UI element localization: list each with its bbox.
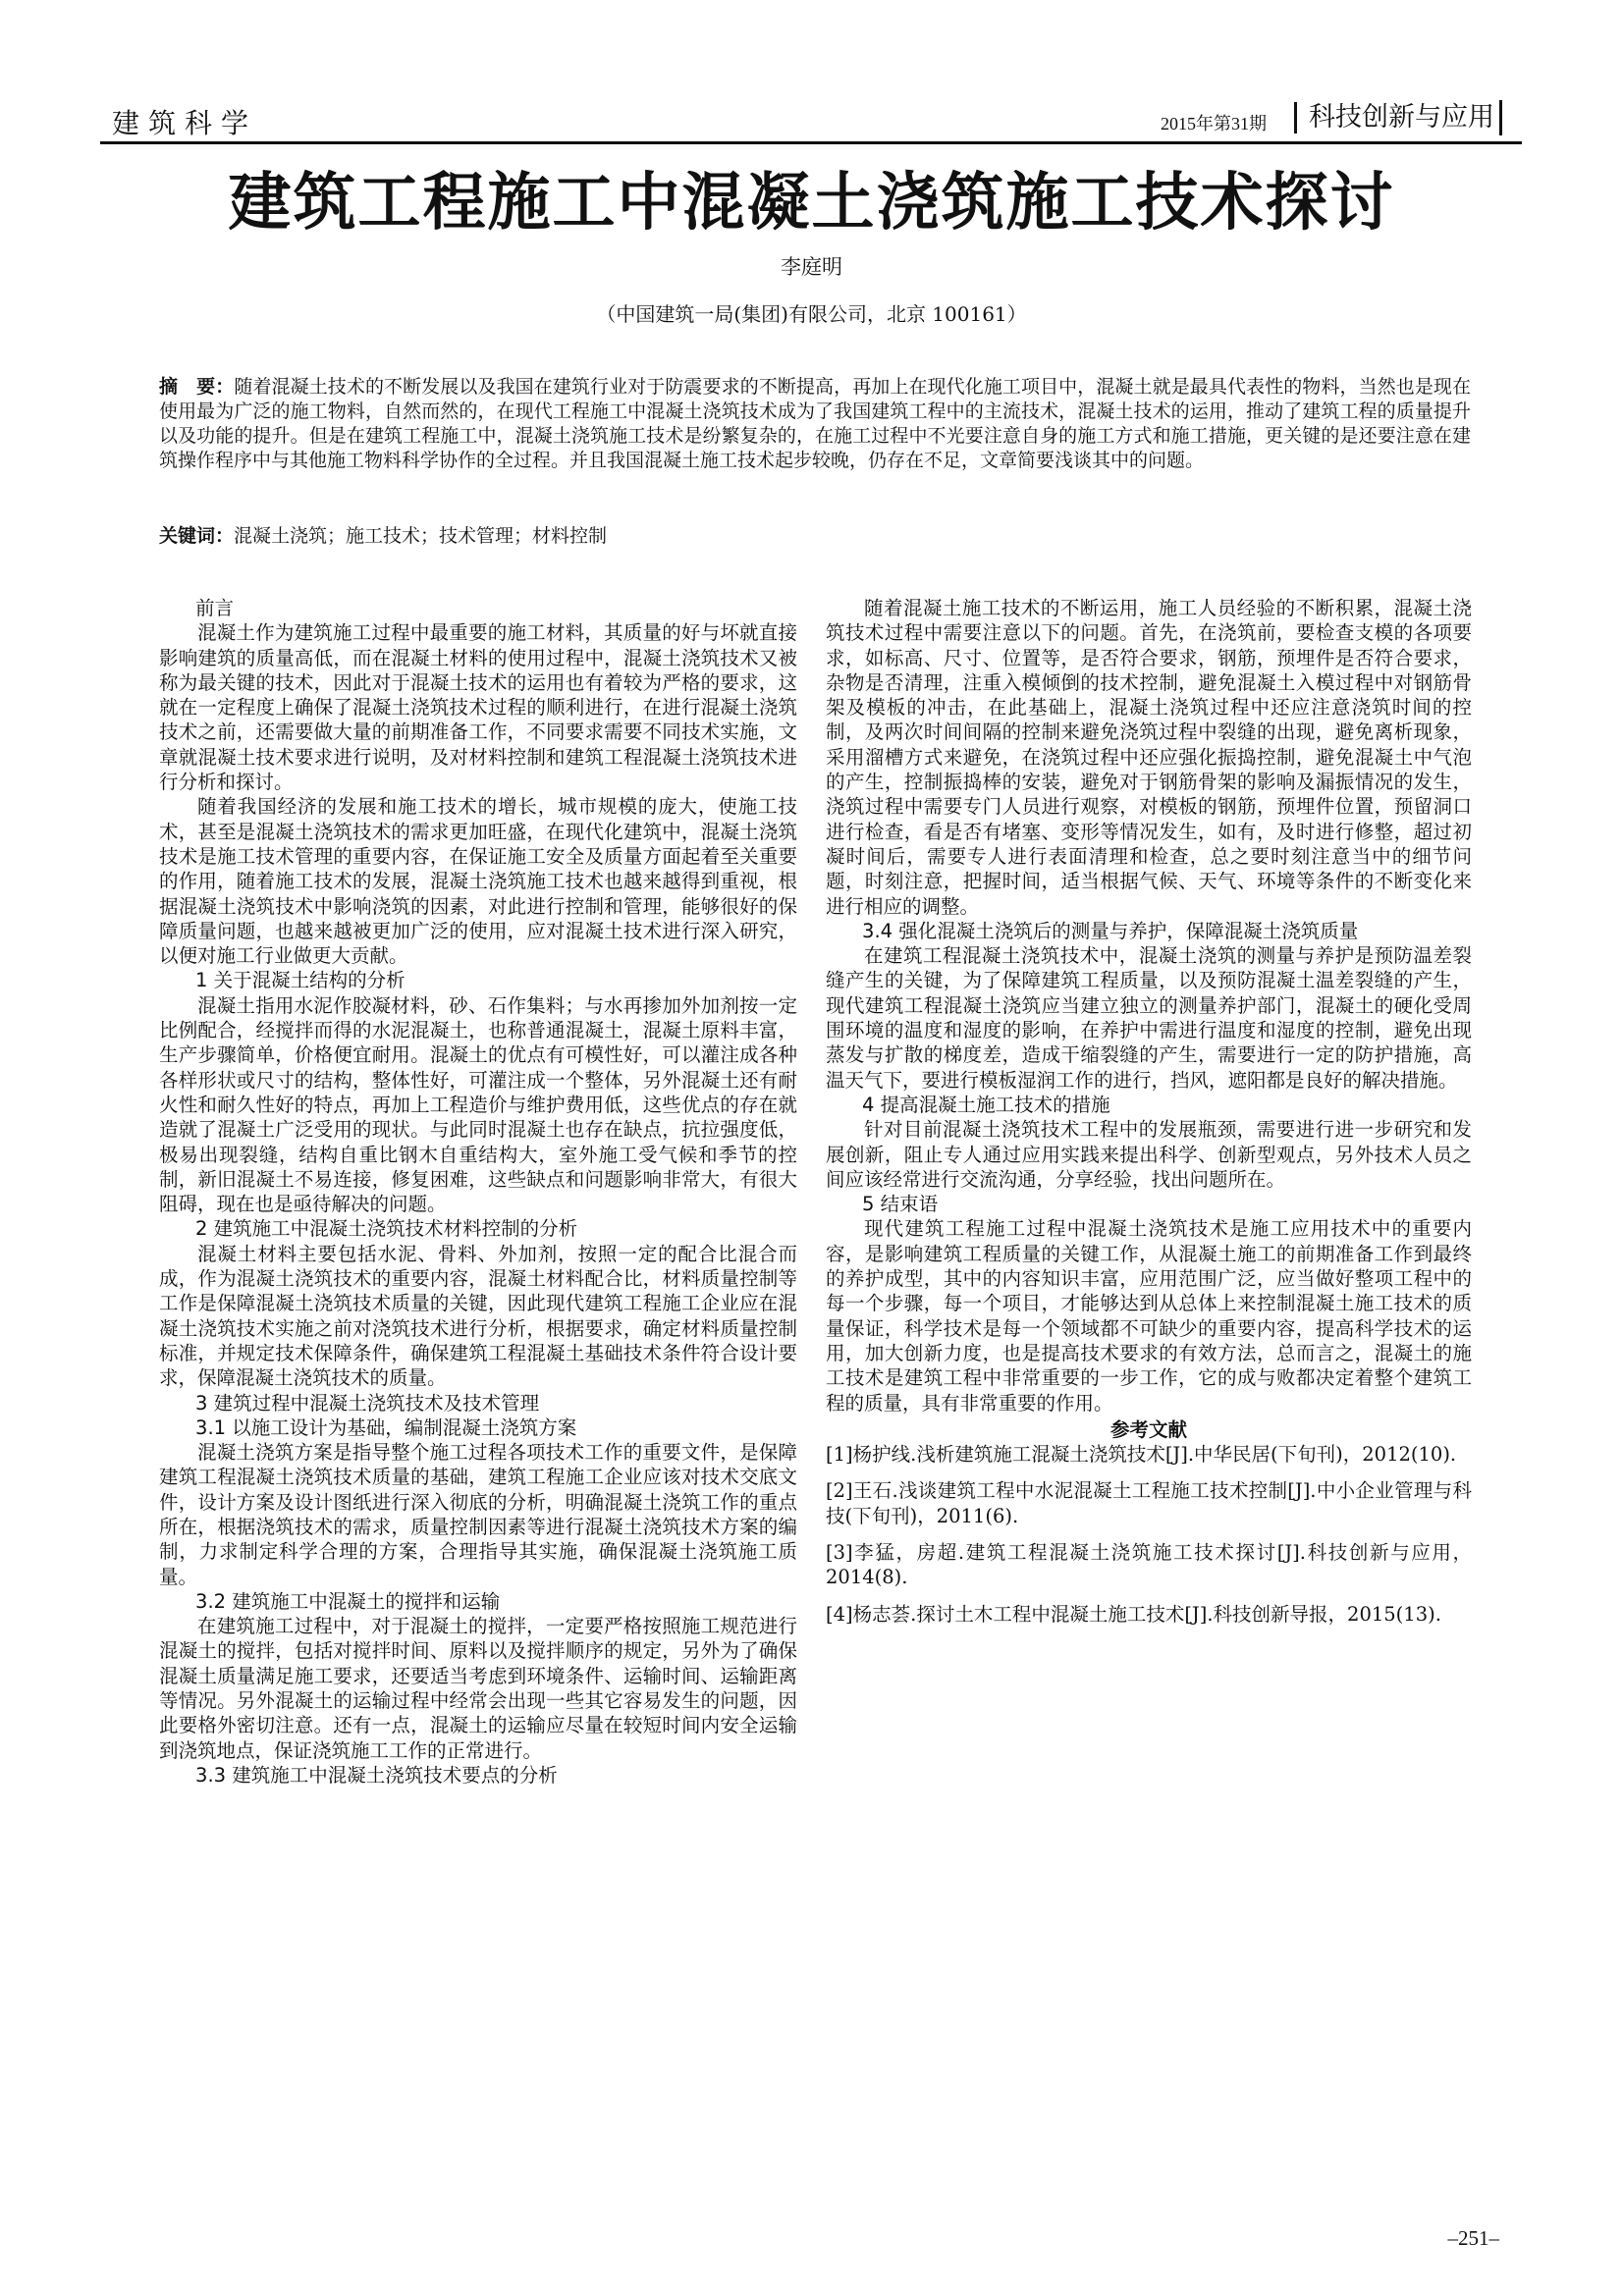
paragraph: 针对目前混凝土浇筑技术工程中的发展瓶颈，需要进行进一步研究和发展创新，阻止专人通过应用实践来提出科学、创新型观点，另外技术人员之间应该经常进行交流沟通，分享经验，找出问题所在。 — [826, 1118, 1472, 1191]
article-title: 建筑工程施工中混凝土浇筑施工技术探讨 — [228, 166, 1395, 240]
abstract — [159, 375, 1471, 473]
header-rule — [100, 141, 1522, 144]
paragraph: 混凝土指用水泥作胶凝材料，砂、石作集料；与水再掺加外加剂按一定比例配合，经搅拌而得的水泥混凝土，也称普通混凝土，混凝土原料丰富，生产步骤简单，价格便宜耐用。混凝土的优点有可模性好，可以灌注成各种各样形状或尺寸的结构，整体性好，可灌注成一个整体，另外混凝土还有耐火性和耐久性好的特点，再加上工程造价与维护费用低，这些优点的存在就造就了混凝土广泛受用的现状。与此同时混凝土也存在缺点，抗拉强度低，极易出现裂缝，结构自重比钢木自重结构大，室外施工受气候和季节的控制，新旧混凝土不易连接，修复困难，这些缺点和问题影响非常大，有很大阻碍，现在也是亟待解决的问题。 — [159, 993, 797, 1216]
paragraph: 在建筑工程混凝土浇筑技术中，混凝土浇筑的测量与养护是预防温差裂缝产生的关键，为了保障建筑工程质量，以及预防混凝土温差裂缝的产生，现代建筑工程混凝土浇筑应当建立独立的测量养护部门，混凝土的硬化受周围环境的温度和湿度的影响，在养护中需进行温度和湿度的控制，避免出现蒸发与扩散的梯度差，造成干缩裂缝的产生，需要进行一定的防护措施，高温天气下，要进行模板湿润工作的进行，挡风，遮阳都是良好的解决措施。 — [826, 944, 1472, 1092]
keywords-text: 混凝土浇筑；施工技术；技术管理；材料控制 — [234, 525, 608, 547]
reference-item: [3]李猛，房超.建筑工程混凝土浇筑施工技术探讨[J].科技创新与应用，2014(8). — [826, 1540, 1472, 1589]
subsection-heading: 3.2 建筑施工中混凝土的搅拌和运输 — [195, 1589, 501, 1613]
page-number: –251– — [1447, 2226, 1499, 2250]
header-divider-right — [1499, 100, 1502, 135]
column-right — [826, 596, 1472, 1638]
reference-item: [4]杨志荟.探讨土木工程中混凝土施工技术[J].科技创新导报，2015(13). — [826, 1602, 1441, 1626]
section-heading: 5 结束语 — [862, 1193, 939, 1216]
section-tag: 科技创新与应用 — [1294, 102, 1494, 133]
paragraph: 随着混凝土施工技术的不断运用，施工人员经验的不断积累，混凝土浇筑技术过程中需要注意以下的问题。首先，在浇筑前，要检查支模的各项要求，如标高、尺寸、位置等，是否符合要求，钢筋，预埋件是否符合要求，杂物是否清理，注重入模倾倒的技术控制，避免混凝土入模过程中对钢筋骨架及模板的冲击，在此基础上，混凝土浇筑过程中还应注意浇筑时间的控制，及两次时间间隔的控制来避免浇筑过程中裂缝的出现，避免离析现象，采用溜槽方式来避免，在浇筑过程中还应强化振捣控制，避免混凝土中气泡的产生，控制振捣棒的安装，避免对于钢筋骨架的影响及漏振情况的发生，浇筑过程中需要专门人员进行观察，对模板的钢筋，预埋件位置，预留洞口进行检查，看是否有堵塞、变形等情况发生，如有，及时进行修整，超过初凝时间后，需要专人进行表面清理和检查，总之要时刻注意当中的细节问题，时刻注意，把握时间，适当根据气候、天气、环境等条件的不断变化来进行相应的调整。 — [826, 597, 1472, 918]
column-left — [159, 596, 797, 1788]
journal-name: 建筑科学 — [112, 107, 258, 139]
section-heading: 4 提高混凝土施工技术的措施 — [862, 1093, 1110, 1116]
abstract-label: 摘 要： — [159, 376, 235, 398]
paragraph: 混凝土材料主要包括水泥、骨料、外加剂，按照一定的配合比混合而成，作为混凝土浇筑技术的重要内容，混凝土材料配合比，材料质量控制等工作是保障混凝土浇筑技术质量的关键，因此现代建筑工程施工企业应在混凝土浇筑技术实施之前对浇筑技术进行分析，根据要求，确定材料质量控制标准，并规定技术保障条件，确保建筑工程混凝土基础技术条件符合设计要求，保障混凝土浇筑技术的质量。 — [159, 1242, 797, 1390]
references-title: 参考文献 — [1109, 1417, 1187, 1441]
article-author: 李庭明 — [781, 255, 842, 279]
subsection-heading: 3.4 强化混凝土浇筑后的测量与养护，保障混凝土浇筑质量 — [862, 919, 1359, 942]
issue-info: 2015年第31期 — [1161, 114, 1267, 133]
author-affiliation: （中国建筑一局(集团)有限公司，北京 100161） — [596, 302, 1027, 326]
paragraph: 随着我国经济的发展和施工技术的增长，城市规模的庞大，使施工技术，甚至是混凝土浇筑技术的需求更加旺盛，在现代化建筑中，混凝土浇筑技术是施工技术管理的重要内容，在保证施工安全及质量方面起着至关重要的作用，随着施工技术的发展，混凝土浇筑施工技术也越来越得到重视，根据混凝土浇筑技术中影响浇筑的因素，对此进行控制和管理，能够很好的保障质量问题，也越来越被更加广泛的使用，应对混凝土技术进行深入研究，以便对施工行业做更大贡献。 — [159, 795, 797, 968]
paragraph: 混凝土作为建筑施工过程中最重要的施工材料，其质量的好与坏就直接影响建筑的质量高低，而在混凝土材料的使用过程中，混凝土浇筑技术又被称为最关键的技术，因此对于混凝土技术的运用也有着较为严格的要求，这就在一定程度上确保了混凝土浇筑技术过程的顺利进行，在进行混凝土浇筑技术之前，还需要做大量的前期准备工作，不同要求需要不同技术实施，文章就混凝土技术要求进行说明，及对材料控制和建筑工程混凝土浇筑技术进行分析和探讨。 — [159, 621, 797, 794]
paragraph: 现代建筑工程施工过程中混凝土浇筑技术是施工应用技术中的重要内容，是影响建筑工程质量的关键工作，从混凝土施工的前期准备工作到最终的养护成型，其中的内容知识丰富，应用范围广泛，应当做好整项工程中的每一个步骤，每一个项目，才能够达到从总体上来控制混凝土施工技术的质量保证，科学技术是每一个领域都不可缺少的重要内容，提高科学技术的运用，加大创新力度，也是提高技术要求的有效方法，总而言之，混凝土的施工技术是建筑工程中非常重要的一步工作，它的成与败都决定着整个建筑工程的质量，具有非常重要的作用。 — [826, 1217, 1472, 1415]
section-heading: 1 关于混凝土结构的分析 — [195, 969, 406, 992]
section-heading: 2 建筑施工中混凝土浇筑技术材料控制的分析 — [195, 1217, 578, 1241]
keywords-label: 关键词： — [159, 525, 235, 547]
subsection-heading: 3.1 以施工设计为基础，编制混凝土浇筑方案 — [195, 1415, 577, 1439]
page-header — [100, 96, 1522, 143]
section-heading: 前言 — [195, 597, 235, 619]
reference-item: [1]杨护线.浅析建筑施工混凝土浇筑技术[J].中华民居(下旬刊)，2012(10). — [826, 1443, 1457, 1467]
section-heading: 3 建筑过程中混凝土浇筑技术及技术管理 — [195, 1391, 540, 1415]
keywords — [159, 524, 1471, 549]
abstract-text: 随着混凝土技术的不断发展以及我国在建筑行业对于防震要求的不断提高，再加上在现代化施工项目中，混凝土就是最具代表性的物料，当然也是现在使用最为广泛的施工物料，自然而然的，在现代工程施工中混凝土浇筑技术成为了我国建筑工程中的主流技术，混凝土技术的运用，推动了建筑工程的质量提升以及功能的提升。但是在建筑工程施工中，混凝土浇筑施工技术是纷繁复杂的，在施工过程中不光要注意自身的施工方式和施工措施，更关键的是还要注意在建筑操作程序中与其他施工物料科学协作的全过程。并且我国混凝土施工技术起步较晚，仍存在不足，文章简要浅谈其中的问题。 — [159, 376, 1471, 471]
subsection-heading: 3.3 建筑施工中混凝土浇筑技术要点的分析 — [195, 1763, 558, 1787]
paragraph: 混凝土浇筑方案是指导整个施工过程各项技术工作的重要文件，是保障建筑工程混凝土浇筑技术质量的基础，建筑工程施工企业应该对技术交底文件，设计方案及设计图纸进行深入彻底的分析，明确混凝土浇筑工作的重点所在，根据浇筑技术的需求，质量控制因素等进行混凝土浇筑技术方案的编制，力求制定科学合理的方案，合理指导其实施，确保混凝土浇筑施工质量。 — [159, 1441, 797, 1588]
reference-item: [2]王石.浅谈建筑工程中水泥混凝土工程施工技术控制[J].中小企业管理与科技(下旬刊)，2011(6). — [826, 1479, 1472, 1527]
paragraph: 在建筑施工过程中，对于混凝土的搅拌，一定要严格按照施工规范进行混凝土的搅拌，包括对搅拌时间、原料以及搅拌顺序的规定，另外为了确保混凝土质量满足施工要求，还要适当考虑到环境条件、运输时间、运输距离等情况。另外混凝土的运输过程中经常会出现一些其它容易发生的问题，因此要格外密切注意。还有一点，混凝土的运输应尽量在较短时间内安全运输到浇筑地点，保证浇筑施工工作的正常进行。 — [159, 1615, 797, 1762]
